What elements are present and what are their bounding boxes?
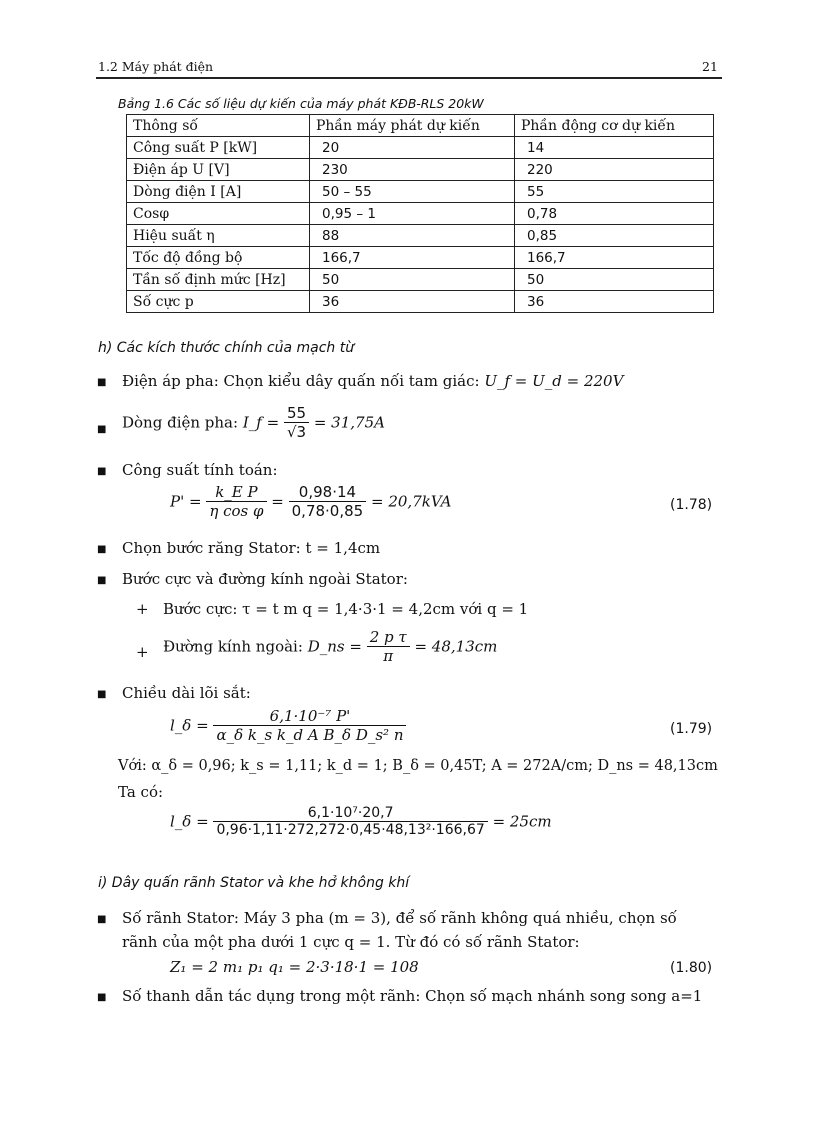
outer-diameter-fraction [367,628,410,665]
table-row [127,181,714,203]
motor-value: 14 [515,137,714,159]
phase-current-lhs: I_f = [242,413,280,432]
power-fraction-symbolic [206,483,266,520]
core-length-lhs: l_δ = [170,716,209,735]
table-row [127,269,714,291]
pole-pitch-equation: Bước cực: τ = t m q = 1,4·3·1 = 4,2cm với q = 1 [163,600,529,618]
table-row [127,247,714,269]
motor-value: 0,85 [515,225,714,247]
outer-diameter-result: = 48,13cm [414,637,498,656]
core-length-calc [170,805,552,838]
power-lhs: P' = [170,492,202,511]
motor-value: 36 [515,291,714,313]
phase-current-result: = 31,75A [313,413,385,432]
equation-number: (1.80) [670,960,713,976]
bullet-icon: ■ [97,377,107,388]
param-cell: Điện áp U [V] [127,159,310,181]
spec-table [126,114,714,313]
fraction-numerator: 6,1·10⁻⁷ P' [213,707,406,726]
column-header: Phần động cơ dự kiến [515,115,714,137]
phase-current-fraction [284,404,309,441]
calc-lhs: l_δ = [170,812,209,831]
core-length-fraction [213,707,406,744]
fraction-numerator: 6,1·10⁷·20,7 [213,805,487,822]
param-cell: Công suất P [kW] [127,137,310,159]
tooth-pitch-text: Chọn bước răng Stator: t = 1,4cm [122,539,381,557]
given-values-line: Với: α_δ = 0,96; k_s = 1,11; k_d = 1; B_δ = 0,45T; A = 272A/cm; D_ns = 48,13cm [118,758,718,774]
outer-diameter-lhs: D_ns = [307,637,362,656]
slot-count-equation: Z₁ = 2 m₁ p₁ q₁ = 2·3·18·1 = 108 [170,958,419,976]
core-length-label: Chiều dài lõi sắt: [122,684,251,702]
outer-diameter-line [163,628,497,665]
param-cell: Số cực p [127,291,310,313]
calc-result: = 25cm [492,812,552,831]
generator-value: 166,7 [310,247,515,269]
table-row [127,225,714,247]
computed-power-equation [170,483,451,520]
table-row [127,203,714,225]
phase-current-line [122,404,385,441]
fraction-denominator: 0,96·1,11·272,272·0,45·48,13²·166,67 [216,822,485,838]
power-result: = 20,7kVA [371,492,452,511]
ta-co-label: Ta có: [118,783,164,801]
phase-voltage-label: Điện áp pha: Chọn kiểu dây quấn nối tam giác: [122,372,480,390]
generator-value: 50 [310,269,515,291]
table-row [127,291,714,313]
column-header: Thông số [127,115,310,137]
motor-value: 220 [515,159,714,181]
fraction-numerator: k_E P [206,483,266,502]
section-heading-h: h) Các kích thước chính của mạch từ [98,340,355,356]
slot-count-line-2: rãnh của một pha dưới 1 cực q = 1. Từ đó có số rãnh Stator: [122,933,580,951]
column-header: Phần máy phát dự kiến [310,115,515,137]
page-number: 21 [702,59,718,74]
table-row [127,137,714,159]
param-cell: Hiệu suất η [127,225,310,247]
table-caption: Bảng 1.6 Các số liệu dự kiến của máy phát KĐB-RLS 20kW [118,96,484,111]
equation-number: (1.78) [670,497,713,513]
power-fraction-numeric [289,483,367,520]
plus-marker: + [136,600,149,618]
fraction-denominator: √3 [286,423,307,441]
fraction-numerator: 55 [284,404,309,423]
computed-power-label: Công suất tính toán: [122,461,278,479]
generator-value: 0,95 – 1 [310,203,515,225]
generator-value: 50 – 55 [310,181,515,203]
motor-value: 166,7 [515,247,714,269]
phase-voltage-text [122,372,623,390]
table-header-row [127,115,714,137]
param-cell: Tốc độ đồng bộ [127,247,310,269]
bullet-icon: ■ [97,544,107,555]
param-cell: Tần số định mức [Hz] [127,269,310,291]
conductor-count-line: Số thanh dẫn tác dụng trong một rãnh: Chọn số mạch nhánh song song a=1 [122,987,703,1005]
bullet-icon: ■ [97,689,107,700]
equals-sign: = [271,492,284,511]
outer-diameter-label: Đường kính ngoài: [163,637,303,656]
calc-fraction [213,805,487,838]
fraction-denominator: π [383,647,394,665]
fraction-denominator: 0,78·0,85 [291,502,364,520]
pole-pitch-heading: Bước cực và đường kính ngoài Stator: [122,570,408,588]
generator-value: 36 [310,291,515,313]
core-length-equation [170,707,406,744]
bullet-icon: ■ [97,424,107,435]
fraction-numerator: 2 p τ [367,628,410,647]
table-row [127,159,714,181]
running-header-section: 1.2 Máy phát điện [98,59,214,74]
generator-value: 230 [310,159,515,181]
param-cell: Cosφ [127,203,310,225]
param-cell: Dòng điện I [A] [127,181,310,203]
section-heading-i: i) Dây quấn rãnh Stator và khe hở không khí [98,875,410,891]
header-rule [96,77,722,79]
fraction-denominator: η cos φ [209,502,264,520]
motor-value: 0,78 [515,203,714,225]
fraction-denominator: α_δ k_s k_d A B_δ D_s² n [216,726,404,744]
bullet-icon: ■ [97,914,107,925]
bullet-icon: ■ [97,575,107,586]
bullet-icon: ■ [97,466,107,477]
motor-value: 55 [515,181,714,203]
slot-count-line-1: Số rãnh Stator: Máy 3 pha (m = 3), để số rãnh không quá nhiều, chọn số [122,909,677,927]
equation-number: (1.79) [670,721,713,737]
phase-current-label: Dòng điện pha: [122,413,239,432]
generator-value: 88 [310,225,515,247]
bullet-icon: ■ [97,992,107,1003]
motor-value: 50 [515,269,714,291]
generator-value: 20 [310,137,515,159]
fraction-numerator: 0,98·14 [289,483,367,502]
phase-voltage-equation: U_f = U_d = 220V [484,372,624,390]
plus-marker: + [136,643,149,661]
